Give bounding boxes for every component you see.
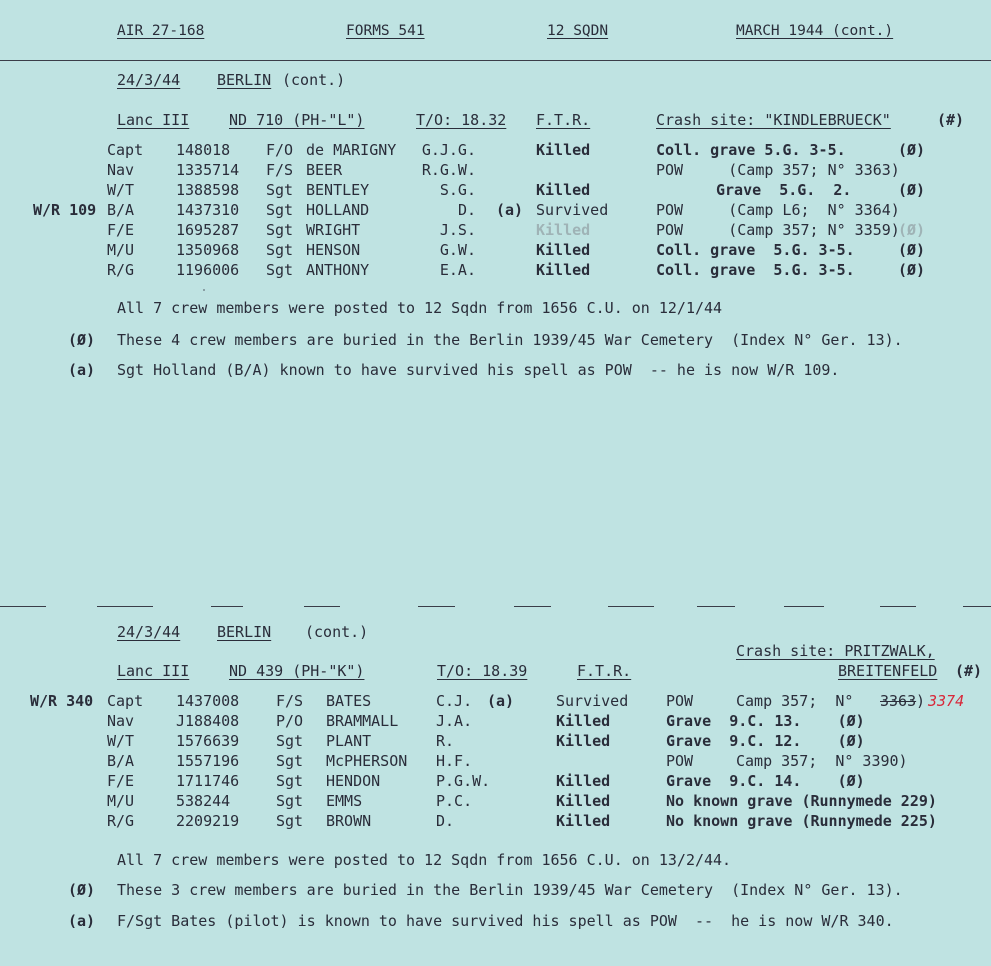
crew-number: 1557196 xyxy=(176,752,240,770)
crew-handwritten-number: 3374 xyxy=(928,692,965,710)
crew-number: 1335714 xyxy=(176,161,240,179)
crew-number: 538244 xyxy=(176,792,231,810)
crew-burial: Camp 357; N° xyxy=(736,692,863,710)
crew-rank: P/O xyxy=(276,712,304,730)
crew-burial-mark: (Ø) xyxy=(898,221,926,239)
crew-number: J188408 xyxy=(176,712,240,730)
entry-2-note-posted: All 7 crew members were posted to 12 Sqdn from 1656 C.U. on 13/2/44. xyxy=(117,851,732,869)
crew-role: W/T xyxy=(107,181,135,199)
crew-burial: Grave 9.C. 12. (Ø) xyxy=(666,732,865,750)
entry-1-takeoff: T/O: 18.32 xyxy=(416,111,507,129)
crew-role: R/G xyxy=(107,812,135,830)
crew-rank: Sgt xyxy=(276,752,304,770)
crew-pow: POW xyxy=(666,692,694,710)
crew-burial-mark: (Ø) xyxy=(898,241,926,259)
crew-number: 1576639 xyxy=(176,732,240,750)
crew-rank: Sgt xyxy=(276,792,304,810)
crew-role: B/A xyxy=(107,201,135,219)
entry-2-wr-label: W/R 340 xyxy=(30,692,94,710)
crew-burial: POW (Camp 357; N° 3359) xyxy=(656,221,900,239)
crew-burial-close: ) xyxy=(916,692,926,710)
crew-name: HENDON xyxy=(326,772,381,790)
crew-initials: D. xyxy=(457,201,476,219)
crew-role: B/A xyxy=(107,752,135,770)
crew-burial: No known grave (Runnymede 225) xyxy=(666,812,937,830)
crew-role: F/E xyxy=(107,772,135,790)
crew-role: Nav xyxy=(107,712,135,730)
crew-name: de MARIGNY xyxy=(306,141,397,159)
crew-name: ANTHONY xyxy=(306,261,370,279)
crew-number: 1350968 xyxy=(176,241,240,259)
crew-role: Capt xyxy=(107,141,144,159)
crew-rank: Sgt xyxy=(266,241,294,259)
crew-burial: No known grave (Runnymede 229) xyxy=(666,792,937,810)
crew-fate: Killed xyxy=(556,812,611,830)
crew-initials: C.J. xyxy=(436,692,473,710)
crew-name: PLANT xyxy=(326,732,372,750)
entry-2-note-a: F/Sgt Bates (pilot) is known to have survived his spell as POW -- he is now W/R 340. xyxy=(117,912,894,930)
entry-1-date: 24/3/44 xyxy=(117,71,181,89)
crew-number: 1437008 xyxy=(176,692,240,710)
entry-2-note-buried-mark: (Ø) xyxy=(68,881,96,899)
entry-2-note-a-mark: (a) xyxy=(68,912,96,930)
crew-name: BATES xyxy=(326,692,372,710)
crew-initials: G.J.G. xyxy=(421,141,476,159)
entry-1-target: BERLIN xyxy=(217,71,272,89)
crew-fate: Killed xyxy=(556,792,611,810)
crew-name: BEER xyxy=(306,161,343,179)
crew-initials: R.G.W. xyxy=(421,161,476,179)
entry-1-ftr: F.T.R. xyxy=(536,111,591,129)
crew-flag: (a) xyxy=(487,692,515,710)
crew-role: R/G xyxy=(107,261,135,279)
crew-burial: Grave 9.C. 13. (Ø) xyxy=(666,712,865,730)
crew-number: 1711746 xyxy=(176,772,240,790)
crew-burial-mark: (Ø) xyxy=(898,181,926,199)
crew-rank: Sgt xyxy=(266,181,294,199)
crew-rank: Sgt xyxy=(276,732,304,750)
crew-number: 1437310 xyxy=(176,201,240,219)
paper-speck xyxy=(203,289,205,291)
air-ref: AIR 27-168 xyxy=(117,23,205,39)
crew-number: 1695287 xyxy=(176,221,240,239)
crew-pow: POW xyxy=(666,752,694,770)
crew-role: F/E xyxy=(107,221,135,239)
entry-2-takeoff: T/O: 18.39 xyxy=(437,662,528,680)
entry-2-crash-site-line1: Crash site: PRITZWALK, xyxy=(736,642,935,660)
entry-2-target: BERLIN xyxy=(217,623,272,641)
entry-1-note-a-mark: (a) xyxy=(68,361,96,379)
crew-burial: POW (Camp L6; N° 3364) xyxy=(656,201,900,219)
crew-fate: Killed xyxy=(536,261,591,279)
crew-initials: J.S. xyxy=(439,221,476,239)
crew-fate: Killed xyxy=(536,241,591,259)
crew-initials: J.A. xyxy=(436,712,473,730)
crew-rank: Sgt xyxy=(276,772,304,790)
entry-1-note-buried-mark: (Ø) xyxy=(68,331,96,349)
forms-ref: FORMS 541 xyxy=(346,23,425,39)
entry-1-crash-note: (#) xyxy=(937,111,965,129)
crew-initials: H.F. xyxy=(436,752,473,770)
crew-flag: (a) xyxy=(496,201,524,219)
crew-initials: E.A. xyxy=(439,261,476,279)
crew-initials: G.W. xyxy=(439,241,476,259)
crew-role: M/U xyxy=(107,241,135,259)
entry-2-crash-note: (#) xyxy=(955,662,983,680)
squadron-ref: 12 SQDN xyxy=(547,23,609,39)
crew-role: W/T xyxy=(107,732,135,750)
entry-1-note-posted: All 7 crew members were posted to 12 Sqdn from 1656 C.U. on 12/1/44 xyxy=(117,299,723,317)
crew-rank: F/O xyxy=(266,141,294,159)
crew-rank: Sgt xyxy=(266,221,294,239)
crew-initials: D. xyxy=(436,812,455,830)
entry-1-note-a: Sgt Holland (B/A) known to have survived his spell as POW -- he is now W/R 109. xyxy=(117,361,840,379)
crew-fate: Killed xyxy=(556,732,611,750)
crew-fate: Killed xyxy=(536,181,591,199)
crew-role: Capt xyxy=(107,692,144,710)
crew-name: EMMS xyxy=(326,792,363,810)
crew-name: WRIGHT xyxy=(306,221,361,239)
entry-2-note-buried: These 3 crew members are buried in the Berlin 1939/45 War Cemetery (Index N° Ger. 13). xyxy=(117,881,903,899)
crew-fate: Killed xyxy=(556,772,611,790)
entry-1-wr-label: W/R 109 xyxy=(33,201,97,219)
crew-rank: Sgt xyxy=(266,261,294,279)
entry-2-date: 24/3/44 xyxy=(117,623,181,641)
crew-burial: POW (Camp 357; N° 3363) xyxy=(656,161,900,179)
entry-2-ftr: F.T.R. xyxy=(577,662,632,680)
crew-rank: Sgt xyxy=(266,201,294,219)
crew-burial: Grave 5.G. 2. xyxy=(716,181,852,199)
crew-initials: R. xyxy=(436,732,455,750)
crew-fate: Survived xyxy=(556,692,629,710)
crew-name: HENSON xyxy=(306,241,361,259)
header-rule xyxy=(0,60,991,61)
crew-fate: Killed xyxy=(536,221,591,239)
crew-name: BRAMMALL xyxy=(326,712,399,730)
crew-initials: P.C. xyxy=(436,792,473,810)
crew-rank: F/S xyxy=(266,161,294,179)
crew-name: McPHERSON xyxy=(326,752,408,770)
entry-1-serial: ND 710 (PH-"L") xyxy=(229,111,365,129)
entry-1-aircraft: Lanc III xyxy=(117,111,190,129)
entry-1-cont: (cont.) xyxy=(282,71,346,89)
crew-initials: P.G.W. xyxy=(436,772,491,790)
crew-role: Nav xyxy=(107,161,135,179)
crew-number: 1388598 xyxy=(176,181,240,199)
crew-name: BROWN xyxy=(326,812,372,830)
crew-role: M/U xyxy=(107,792,135,810)
crew-name: BENTLEY xyxy=(306,181,370,199)
entry-1-crash-site: Crash site: "KINDLEBRUECK" xyxy=(656,111,891,129)
crew-burial: Coll. grave 5.G. 3-5. xyxy=(656,141,846,159)
crew-burial: Grave 9.C. 14. (Ø) xyxy=(666,772,865,790)
crew-burial: Coll. grave 5.G. 3-5. xyxy=(656,261,855,279)
crew-name: HOLLAND xyxy=(306,201,370,219)
crew-fate: Killed xyxy=(556,712,611,730)
crew-burial: Camp 357; N° 3390) xyxy=(736,752,908,770)
month-ref: MARCH 1944 (cont.) xyxy=(736,23,894,39)
entry-1-note-buried: These 4 crew members are buried in the Berlin 1939/45 War Cemetery (Index N° Ger. 13). xyxy=(117,331,903,349)
crew-burial: Coll. grave 5.G. 3-5. xyxy=(656,241,855,259)
crew-number: 1196006 xyxy=(176,261,240,279)
crew-burial-mark: (Ø) xyxy=(898,141,926,159)
crew-rank: Sgt xyxy=(276,812,304,830)
entry-2-aircraft: Lanc III xyxy=(117,662,190,680)
crew-burial-mark: (Ø) xyxy=(898,261,926,279)
crew-initials: S.G. xyxy=(439,181,476,199)
crew-fate: Killed xyxy=(536,141,591,159)
crew-number: 2209219 xyxy=(176,812,240,830)
crew-number: 148018 xyxy=(176,141,231,159)
crew-rank: F/S xyxy=(276,692,304,710)
entry-2-crash-site-line2: BREITENFELD xyxy=(838,662,938,680)
entry-2-cont: (cont.) xyxy=(305,623,369,641)
entry-2-serial: ND 439 (PH-"K") xyxy=(229,662,365,680)
crew-struck-number: 3363 xyxy=(880,692,917,710)
crew-fate: Survived xyxy=(536,201,609,219)
